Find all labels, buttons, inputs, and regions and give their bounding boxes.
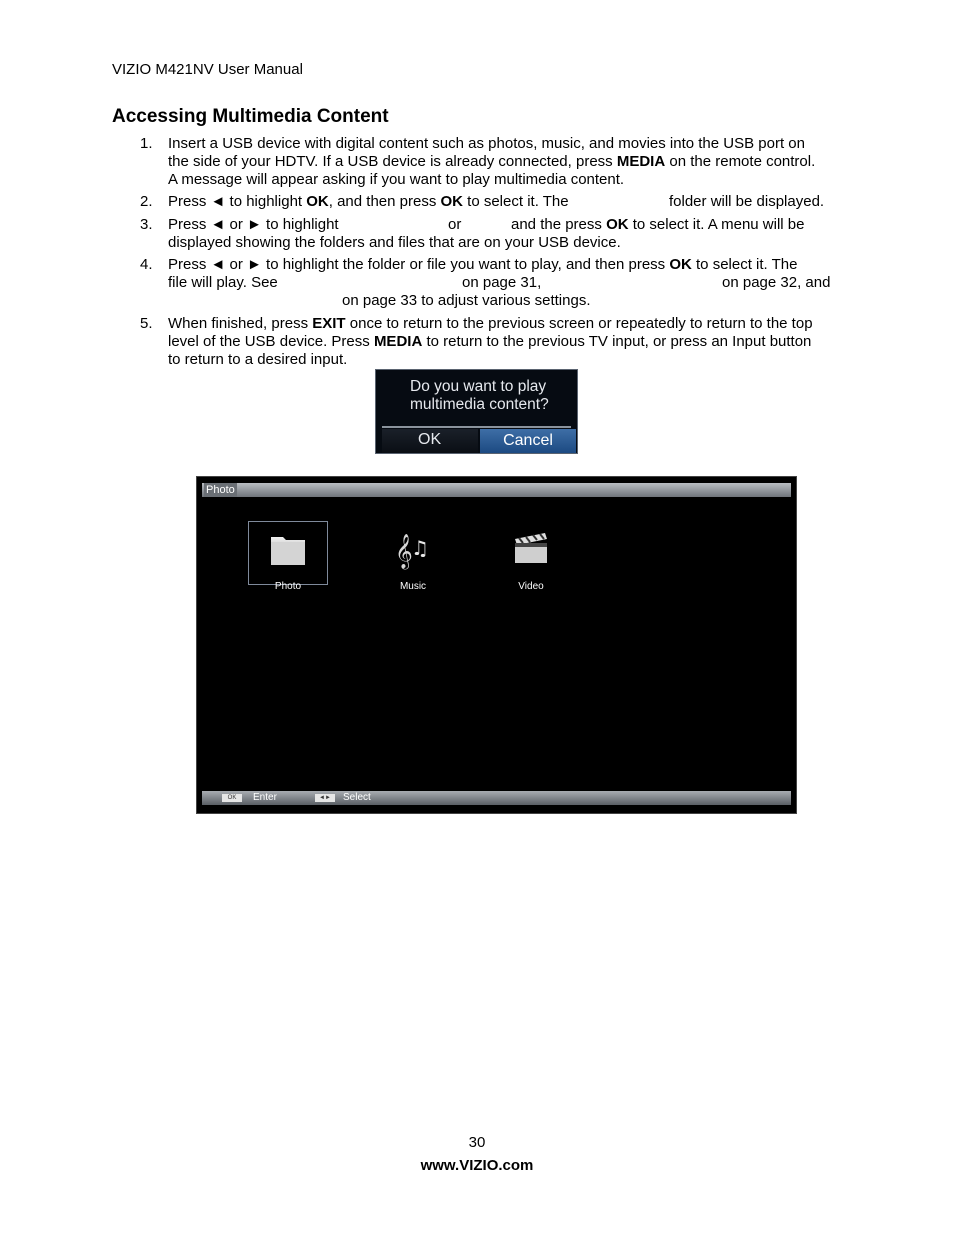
section-title: Accessing Multimedia Content — [112, 106, 389, 127]
multimedia-prompt-dialog — [375, 369, 578, 454]
tile-label: Photo — [274, 581, 302, 592]
step-number: 2. — [140, 193, 153, 210]
media-title: Photo — [206, 484, 235, 496]
step-text: Press ◄ or ► to highlight — [168, 216, 339, 233]
svg-text:♫: ♫ — [411, 536, 429, 560]
svg-text:𝄞: 𝄞 — [395, 534, 413, 569]
tile-label: Music — [399, 581, 427, 592]
step-text: Press ◄ or ► to highlight the folder or file you want to play, and then press OK to select it. The — [168, 256, 798, 273]
step-number: 5. — [140, 315, 153, 332]
clapperboard-icon — [511, 529, 551, 569]
step-text: A message will appear asking if you want to play multimedia content. — [168, 171, 625, 188]
document-header: VIZIO M421NV User Manual — [112, 61, 303, 78]
step-text: folder will be displayed. — [669, 193, 825, 210]
dialog-question: Do you want to play multimedia content? — [410, 378, 549, 413]
media-menu-screen — [196, 476, 797, 814]
dialog-divider — [382, 426, 571, 428]
select-hint: Select — [343, 792, 371, 803]
step-number: 4. — [140, 256, 153, 273]
step-number: 3. — [140, 216, 153, 233]
media-tile-music[interactable] — [373, 529, 453, 592]
dialog-ok-button[interactable]: OK — [382, 429, 478, 453]
step-text: on page 32, and — [722, 274, 831, 291]
step-text: Press ◄ to highlight OK, and then press OK to select it. The — [168, 193, 569, 210]
step-text: on page 33 to adjust various settings. — [342, 292, 591, 309]
step-text: to return to a desired input. — [168, 351, 348, 368]
step-text: and the press OK to select it. A menu will be — [511, 216, 805, 233]
step-text: level of the USB device. Press MEDIA to return to the previous TV input, or press an Input button — [168, 333, 812, 350]
arrow-keys-icon: ◄► — [315, 794, 335, 802]
step-text: displayed showing the folders and files that are on your USB device. — [168, 234, 621, 251]
dialog-cancel-button[interactable]: Cancel — [480, 429, 576, 453]
step-text: file will play. See — [168, 274, 278, 291]
step-text: the side of your HDTV. If a USB device is already connected, press MEDIA on the remote control. — [168, 153, 816, 170]
ok-key-icon: OK — [222, 794, 242, 802]
enter-hint: Enter — [253, 792, 277, 803]
media-tile-video[interactable] — [491, 529, 571, 592]
step-number: 1. — [140, 135, 153, 152]
step-text: on page 31, — [462, 274, 542, 291]
photo-folder-icon — [268, 529, 308, 569]
media-title-bar — [202, 483, 791, 497]
tile-label: Video — [518, 581, 544, 592]
footer-url[interactable]: www.VIZIO.com — [420, 1157, 534, 1174]
music-notes-icon — [393, 529, 433, 573]
media-bottom-bar — [202, 791, 791, 805]
step-text: or — [448, 216, 462, 233]
step-text: Insert a USB device with digital content such as photos, music, and movies into the USB port on — [168, 135, 805, 152]
media-tile-photo[interactable] — [248, 529, 328, 592]
step-text: When finished, press EXIT once to return to the previous screen or repeatedly to return to the top — [168, 315, 813, 332]
page-number: 30 — [468, 1134, 486, 1151]
